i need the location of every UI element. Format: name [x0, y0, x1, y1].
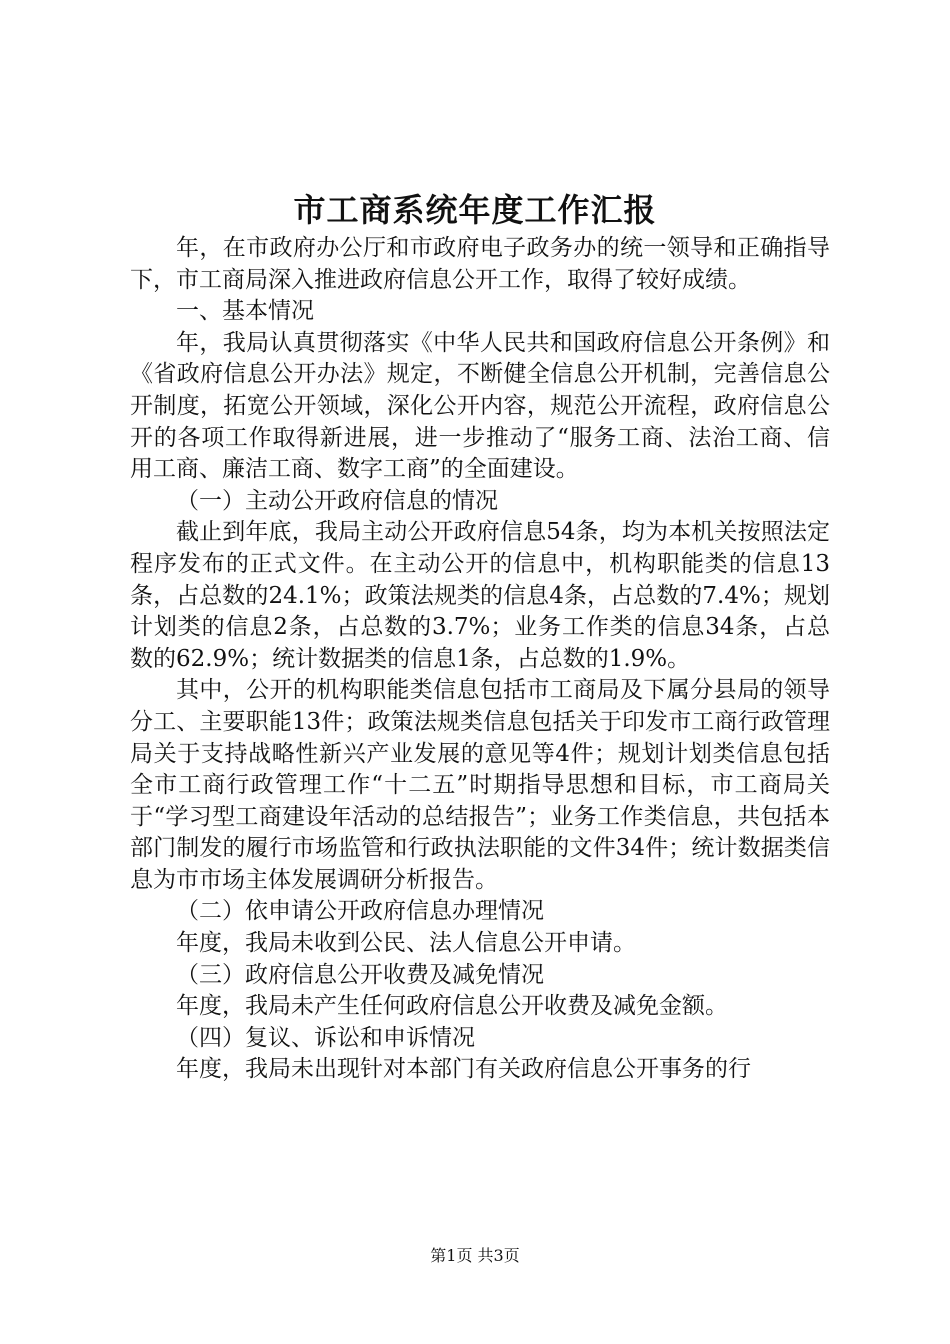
page-footer [0, 1244, 950, 1268]
details-paragraph: 其中，公开的机构职能类信息包括市工商局及下属分县局的领导分工、主要职能13件；政策法规类信息包括关于印发市工商行政管理局关于支持战略性新兴产业发展的意见等4件；规划计划类信息包括全市工商行政管理工作“十二五”时期指导思想和目标，市工商局关于“学习型工商建设年活动的总结报告”；业务工作类信息，共包括本部门制发的履行市场监管和行政执法职能的文件34件；统计数据类信息为市市场主体发展调研分析报告。 [130, 677, 830, 893]
statistics-paragraph: 截止到年底，我局主动公开政府信息54条，均为本机关按照法定程序发布的正式文件。在主动公开的信息中，机构职能类的信息13条，占总数的24.1%；政策法规类的信息4条，占总数的7.4%；规划计划类的信息2条，占总数的3.7%；业务工作类的信息34条，占总数的62.9%；统计数据类的信息1条，占总数的1.9%。 [130, 519, 830, 672]
appeals-paragraph: 年度，我局未出现针对本部门有关政府信息公开事务的行 [176, 1056, 751, 1083]
fees-paragraph: 年度，我局未产生任何政府信息公开收费及减免金额。 [176, 993, 728, 1020]
subsection-heading-2: （二）依申请公开政府信息办理情况 [176, 898, 544, 925]
document-body [130, 233, 830, 1086]
subsection-heading-4: （四）复议、诉讼和申诉情况 [176, 1024, 475, 1051]
basic-situation-paragraph: 年，我局认真贯彻落实《中华人民共和国政府信息公开条例》和《省政府信息公开办法》规定，不断健全信息公开机制，完善信息公开制度，拓宽公开领域，深化公开内容，规范公开流程，政府信息公开的各项工作取得新进展，进一步推动了“服务工商、法治工商、信用工商、廉洁工商、数字工商”的全面建设。 [130, 329, 830, 483]
application-paragraph: 年度，我局未收到公民、法人信息公开申请。 [176, 930, 636, 957]
section-heading-basic: 一、基本情况 [176, 298, 314, 325]
page-number: 第1页 [430, 1246, 473, 1265]
subsection-heading-1: （一）主动公开政府信息的情况 [176, 487, 498, 514]
subsection-heading-3: （三）政府信息公开收费及减免情况 [176, 961, 544, 988]
page-total: 共3页 [477, 1246, 520, 1265]
intro-paragraph: 年，在市政府办公厅和市政府电子政务办的统一领导和正确指导下，市工商局深入推进政府信息公开工作，取得了较好成绩。 [130, 235, 830, 293]
document-title: 市工商系统年度工作汇报 [293, 191, 657, 229]
